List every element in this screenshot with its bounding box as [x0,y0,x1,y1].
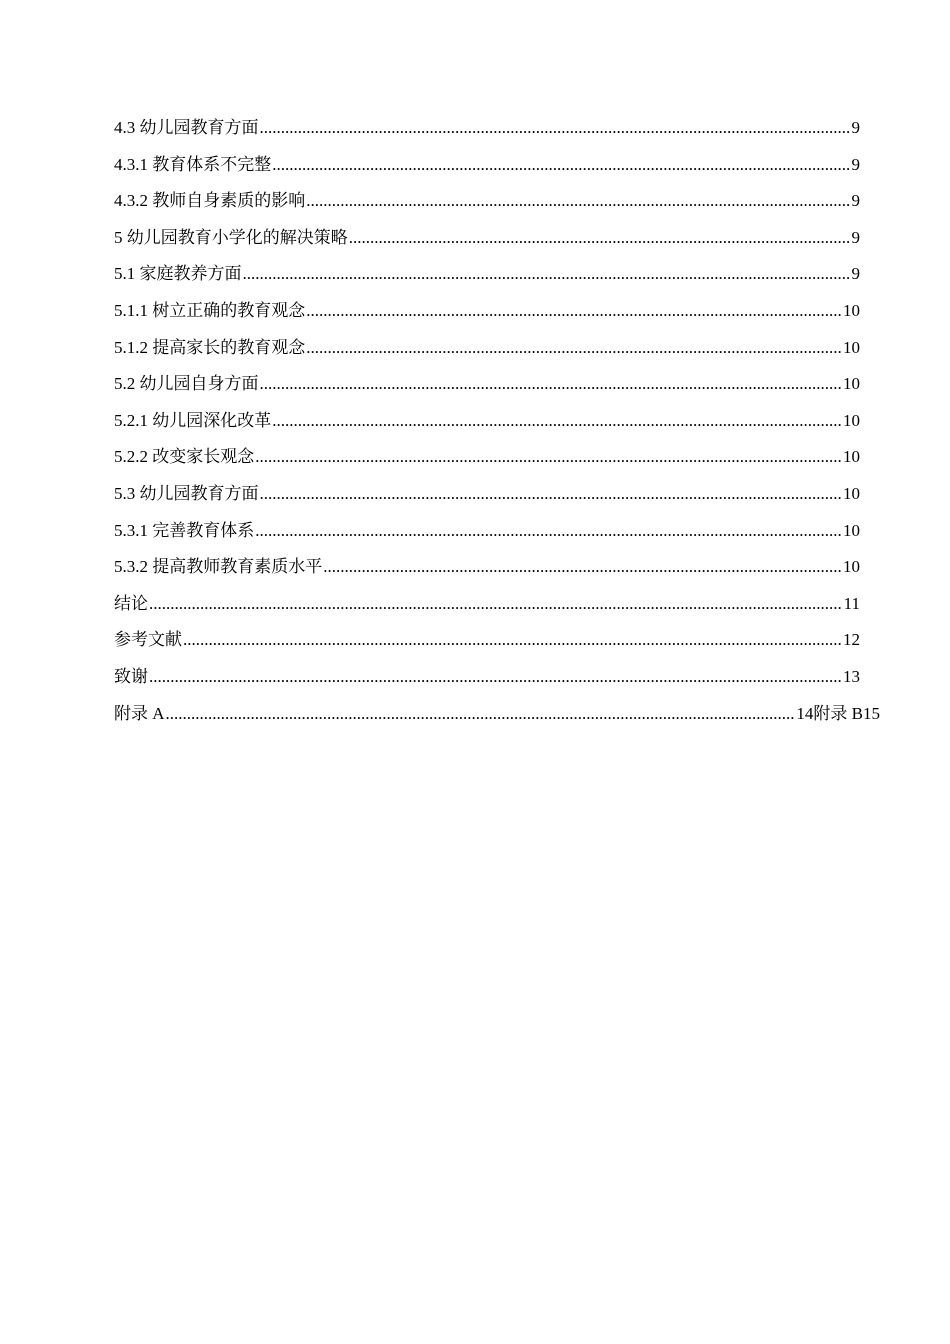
toc-entry[interactable] [114,659,860,696]
toc-dot-leader [272,147,850,184]
toc-entry-page: 10 [843,447,860,467]
toc-entry-page: 9 [851,154,860,174]
toc-entry-page: 9 [851,191,860,211]
toc-entry-page: 12 [843,630,860,650]
toc-dot-leader [349,220,851,257]
toc-entry-title: 附录 A [114,703,165,723]
toc-entry[interactable] [114,513,860,550]
toc-entry-title: 4.3.1 教育体系不完整 [114,154,272,174]
toc-entry-title: 5.2 幼儿园自身方面 [114,374,259,394]
toc-entry[interactable] [114,330,860,367]
toc-dot-leader [183,622,842,659]
toc-entry[interactable] [114,476,860,513]
toc-entry-page: 13 [843,666,860,686]
toc-dot-leader [306,293,842,330]
toc-entry-title: 5.3 幼儿园教育方面 [114,483,259,503]
toc-entry-title: 5.3.2 提高教师教育素质水平 [114,557,323,577]
toc-dot-leader [260,476,843,513]
toc-entry-title: 4.3 幼儿园教育方面 [114,118,259,137]
toc-entry-title: 5 幼儿园教育小学化的解决策略 [114,227,348,247]
toc-entry[interactable] [114,586,860,623]
toc-dot-leader [323,549,842,586]
toc-entry-appendix-b: 附录 B15 [813,703,880,723]
toc-entry[interactable] [114,549,860,586]
toc-entry-appendix[interactable] [114,696,880,733]
toc-entry-title: 5.3.1 完善教育体系 [114,520,255,540]
toc-entry[interactable] [114,110,860,147]
toc-entry-page: 14 [796,703,814,723]
toc-entry[interactable] [114,183,860,220]
toc-entry-page: 10 [843,483,860,503]
toc-dot-leader [255,513,842,550]
toc-dot-leader [306,330,842,367]
toc-entry-title: 致谢 [114,666,148,686]
toc-entry-page: 9 [851,227,860,247]
toc-entry[interactable] [114,622,860,659]
toc-entry-title: 5.1 家庭教养方面 [114,264,242,284]
toc-dot-leader [166,696,796,733]
toc-entry[interactable] [114,439,860,476]
toc-entry[interactable] [114,256,860,293]
toc-entry-page: 10 [843,374,860,394]
toc-dot-leader [306,183,850,220]
toc-entry[interactable] [114,293,860,330]
toc-entry-title: 5.2.1 幼儿园深化改革 [114,410,272,430]
toc-entry-title: 5.2.2 改变家长观念 [114,447,255,467]
toc-entry-title: 5.1.1 树立正确的教育观念 [114,300,306,320]
toc-entry[interactable] [114,366,860,403]
toc-dot-leader [260,366,843,403]
toc-entry-title: 参考文献 [114,630,182,650]
toc-entry-page: 10 [843,410,860,430]
toc-entry[interactable] [114,147,860,184]
toc-entry-title: 5.1.2 提高家长的教育观念 [114,337,306,357]
toc-entry[interactable] [114,220,860,257]
toc-entry-page: 11 [843,593,860,613]
toc-dot-leader [149,659,842,696]
toc-dot-leader [243,256,851,293]
table-of-contents [114,110,880,732]
toc-entry-page: 10 [843,337,860,357]
toc-entry-page: 9 [851,264,860,284]
toc-dot-leader [255,439,842,476]
toc-entry-page: 10 [843,300,860,320]
toc-entry-page: 9 [851,118,860,137]
toc-entry-title: 4.3.2 教师自身素质的影响 [114,191,306,211]
toc-entry[interactable] [114,403,860,440]
toc-dot-leader [149,586,843,623]
toc-entry-title: 结论 [114,593,148,613]
toc-dot-leader [272,403,842,440]
toc-entry-page: 10 [843,557,860,577]
toc-dot-leader [260,110,851,147]
toc-entry-page: 10 [843,520,860,540]
